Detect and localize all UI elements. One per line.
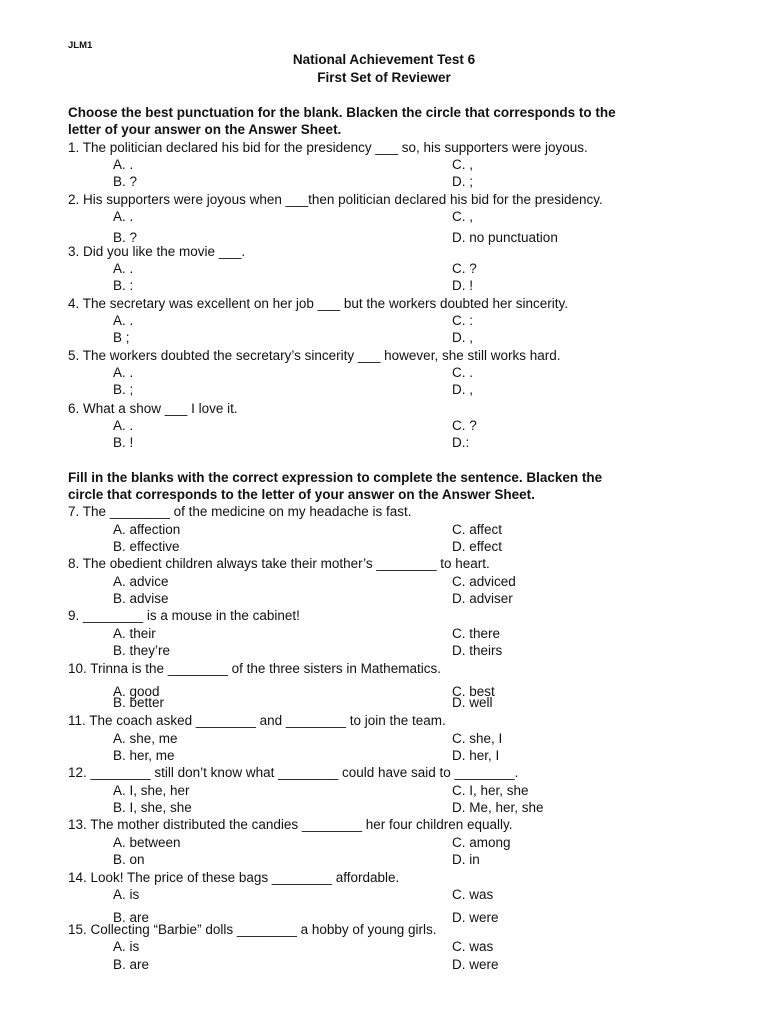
answer-option-b: B. are: [113, 910, 150, 925]
answer-option-c: C. ?: [452, 418, 477, 433]
answer-option-a: A. is: [113, 939, 140, 954]
answer-option-a: A. .: [113, 418, 134, 433]
answer-option-b: B. better: [113, 695, 165, 710]
answer-option-d: D. were: [452, 957, 499, 972]
section2-instruction-line1: Fill in the blanks with the correct expression to complete the sentence. Blacken the: [68, 470, 603, 485]
answer-option-b: B. !: [113, 435, 134, 450]
document-title: National Achievement Test 6: [292, 52, 476, 67]
answer-option-d: D. no punctuation: [452, 230, 558, 245]
question-text: 15. Collecting “Barbie” dolls ________ a hobby of young girls.: [68, 922, 437, 937]
answer-option-a: A. their: [113, 626, 156, 641]
question-text: 6. What a show ___ I love it.: [68, 401, 238, 416]
answer-option-c: C. ?: [452, 261, 477, 276]
answer-option-b: B. on: [113, 852, 145, 867]
answer-option-d: D. her, I: [452, 748, 500, 763]
answer-option-c: C. ,: [452, 157, 474, 172]
answer-option-d: D. well: [452, 695, 493, 710]
question-text: 10. Trinna is the ________ of the three sisters in Mathematics.: [68, 661, 441, 676]
answer-option-c: C. best: [452, 684, 495, 699]
answer-option-b: B. :: [113, 278, 134, 293]
question-text: 9. ________ is a mouse in the cabinet!: [68, 608, 300, 623]
section2-instruction-line2: circle that corresponds to the letter of your answer on the Answer Sheet.: [68, 487, 535, 502]
answer-option-a: A. between: [113, 835, 181, 850]
section1-instruction-line1: Choose the best punctuation for the blank. Blacken the circle that corresponds to the: [68, 105, 616, 120]
question-text: 13. The mother distributed the candies ________ her four children equally.: [68, 817, 513, 832]
question-text: 2. His supporters were joyous when ___then politician declared his bid for the presidency.: [68, 192, 603, 207]
answer-option-c: C. .: [452, 365, 474, 380]
section1-instruction-line2: letter of your answer on the Answer Sheet.: [68, 122, 342, 137]
answer-option-c: C. I, her, she: [452, 783, 529, 798]
answer-option-c: C. there: [452, 626, 501, 641]
document-subtitle: First Set of Reviewer: [317, 70, 451, 85]
answer-option-a: A. .: [113, 157, 134, 172]
answer-option-d: D. adviser: [452, 591, 513, 606]
question-text: 3. Did you like the movie ___.: [68, 244, 246, 259]
answer-option-a: A. .: [113, 261, 134, 276]
answer-option-d: D. Me, her, she: [452, 800, 544, 815]
answer-option-a: A. good: [113, 684, 160, 699]
question-text: 12. ________ still don’t know what ________ could have said to ________.: [68, 765, 519, 780]
answer-option-b: B ;: [113, 330, 130, 345]
question-text: 11. The coach asked ________ and ________ to join the team.: [68, 713, 446, 728]
answer-option-b: B. are: [113, 957, 150, 972]
answer-option-c: C. she, I: [452, 731, 503, 746]
answer-option-b: B. ?: [113, 174, 138, 189]
answer-option-b: B. effective: [113, 539, 180, 554]
answer-option-d: D. effect: [452, 539, 503, 554]
answer-option-d: D. !: [452, 278, 474, 293]
document-code: JLM1: [68, 40, 93, 51]
answer-option-b: B. ;: [113, 382, 134, 397]
answer-option-d: D. theirs: [452, 643, 503, 658]
answer-option-c: C. affect: [452, 522, 503, 537]
answer-option-c: C. ,: [452, 209, 474, 224]
answer-option-a: A. affection: [113, 522, 181, 537]
answer-option-a: A. .: [113, 313, 134, 328]
answer-option-b: B. I, she, she: [113, 800, 192, 815]
answer-option-c: C. adviced: [452, 574, 516, 589]
answer-option-d: D. in: [452, 852, 480, 867]
question-text: 4. The secretary was excellent on her job ___ but the workers doubted her sincerity.: [68, 296, 569, 311]
answer-option-a: A. she, me: [113, 731, 178, 746]
answer-option-d: D. ;: [452, 174, 474, 189]
answer-option-c: C. :: [452, 313, 474, 328]
answer-option-c: C. was: [452, 887, 494, 902]
answer-option-c: C. among: [452, 835, 511, 850]
question-text: 14. Look! The price of these bags ________ affordable.: [68, 870, 400, 885]
question-text: 8. The obedient children always take their mother’s ________ to heart.: [68, 556, 490, 571]
answer-option-a: A. .: [113, 365, 134, 380]
answer-option-a: A. advice: [113, 574, 169, 589]
answer-option-a: A. is: [113, 887, 140, 902]
answer-option-d: D. ,: [452, 382, 474, 397]
answer-option-c: C. was: [452, 939, 494, 954]
question-text: 5. The workers doubted the secretary’s sincerity ___ however, she still works hard.: [68, 348, 561, 363]
question-text: 1. The politician declared his bid for the presidency ___ so, his supporters were joyous.: [68, 140, 588, 155]
answer-option-b: B. advise: [113, 591, 169, 606]
answer-option-d: D. ,: [452, 330, 474, 345]
answer-option-d: D.:: [452, 435, 470, 450]
answer-option-a: A. .: [113, 209, 134, 224]
answer-option-b: B. her, me: [113, 748, 175, 763]
answer-option-b: B. ?: [113, 230, 138, 245]
answer-option-d: D. were: [452, 910, 499, 925]
question-text: 7. The ________ of the medicine on my headache is fast.: [68, 504, 412, 519]
answer-option-b: B. they’re: [113, 643, 171, 658]
answer-option-a: A. I, she, her: [113, 783, 190, 798]
